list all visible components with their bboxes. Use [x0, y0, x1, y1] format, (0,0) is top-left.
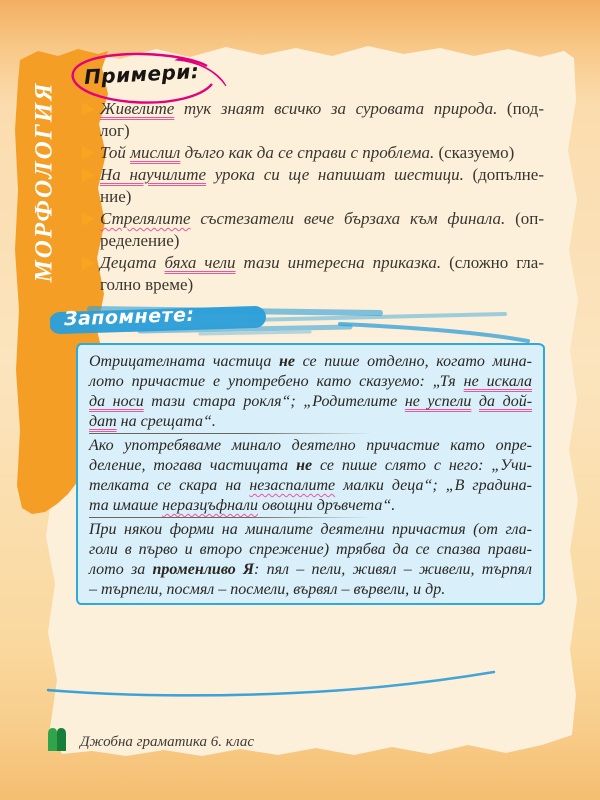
text-segment: Отрицателната частица: [89, 353, 280, 370]
examples-list: [100, 98, 544, 296]
text-segment: се пише слято с него: „Учи-: [312, 457, 533, 474]
text-segment: На научилите: [100, 165, 207, 184]
remember-line: [89, 496, 532, 516]
text-segment: Стрелялите: [100, 209, 191, 228]
text-segment: не успели: [404, 393, 472, 410]
section-label: МОРФОЛОГИЯ: [30, 81, 58, 283]
text-segment: : пял – пели, живял – живели, търпял: [254, 561, 533, 578]
text-segment: овощни дръвчета“.: [258, 497, 396, 514]
example-item: [100, 164, 544, 208]
pencil-line-icon: [38, 660, 503, 704]
text-segment: лог): [100, 121, 130, 140]
text-segment: тази стара рокля“; „Родителите: [143, 393, 405, 410]
example-line: [100, 98, 544, 120]
remember-box: [76, 343, 545, 605]
remember-line: [89, 352, 532, 372]
example-item: [100, 252, 544, 296]
text-segment: телката се скара на: [89, 477, 250, 494]
text-segment: тук знаят всичко за суровата природа.: [174, 99, 507, 118]
text-segment: (оп-: [515, 209, 544, 228]
text-segment: [471, 393, 479, 410]
example-line: [100, 120, 544, 142]
page-footer: [44, 726, 254, 752]
text-segment: – търпели, посмял – посмели, вървял – вървели, и др.: [89, 581, 446, 598]
text-segment: голно време): [100, 275, 194, 294]
example-line: [100, 274, 544, 296]
bullet-triangle-icon: [82, 102, 95, 116]
text-segment: (сказуемо): [438, 143, 515, 162]
text-segment: дълго как да се справи с проблема.: [180, 143, 439, 162]
example-item: [100, 142, 544, 164]
remember-heading: Запомнете:: [63, 303, 195, 331]
text-segment: Децата: [100, 253, 165, 272]
text-segment: на срещата“.: [116, 413, 216, 430]
text-segment: лото причастие е употребено като сказуемо: „Тя: [89, 373, 464, 390]
example-line: [100, 142, 544, 164]
remember-line: [89, 392, 532, 412]
text-segment: се пише отделно, когато мина-: [295, 353, 533, 370]
text-segment: дат: [89, 413, 117, 430]
text-segment: състезатели вече бързаха към финала.: [190, 209, 516, 228]
bullet-triangle-icon: [82, 256, 95, 270]
text-segment: При някои форми на миналите деятелни причастия (от гла-: [89, 521, 532, 538]
text-segment: Ако употребяваме минало деятелно причастие като опре-: [89, 437, 532, 454]
text-segment: тази интересна приказка.: [235, 253, 450, 272]
remember-line: [89, 580, 532, 600]
text-segment: не искала: [463, 373, 532, 390]
remember-line: [89, 540, 532, 560]
text-segment: урока си ще напишат шестици.: [206, 165, 473, 184]
remember-line: [89, 560, 532, 580]
text-segment: бяха чели: [164, 253, 236, 272]
remember-paragraph: [89, 436, 532, 516]
example-line: [100, 186, 544, 208]
text-segment: голи в първо и второ спрежение) трябва да се спазва прави-: [89, 541, 532, 558]
publisher-logo-icon: [44, 726, 70, 752]
text-segment: ределение): [100, 231, 180, 250]
text-segment: ние): [100, 187, 132, 206]
text-segment: променливо Я: [152, 561, 255, 578]
book-title: Джобна граматика 6. клас: [80, 733, 255, 750]
examples-heading: Примери:: [83, 58, 200, 90]
example-line: [100, 208, 544, 230]
remember-paragraph: [89, 520, 532, 600]
paragraph-divider: [89, 433, 373, 434]
text-segment: лото за: [89, 561, 153, 578]
text-segment: не: [296, 457, 313, 474]
bullet-triangle-icon: [82, 168, 95, 182]
example-line: [100, 230, 544, 252]
paragraph-divider: [89, 517, 373, 518]
remember-line: [89, 456, 532, 476]
remember-line: [89, 412, 532, 432]
text-segment: Той: [100, 143, 131, 162]
text-segment: та имаше: [89, 497, 163, 514]
text-segment: незаспалите: [249, 477, 336, 494]
text-segment: малки деца“; „В градина-: [335, 477, 532, 494]
example-line: [100, 164, 544, 186]
text-segment: (сложно гла-: [449, 253, 544, 272]
remember-line: [89, 476, 532, 496]
text-segment: неразцъфнали: [162, 497, 258, 514]
text-segment: (под-: [506, 99, 544, 118]
text-segment: не: [279, 353, 295, 370]
bullet-triangle-icon: [82, 146, 95, 160]
example-item: [100, 98, 544, 142]
text-segment: Живелите: [100, 99, 175, 118]
remember-line: [89, 436, 532, 456]
text-segment: мислил: [130, 143, 181, 162]
text-segment: да дой-: [478, 393, 533, 410]
text-segment: да носи: [89, 393, 144, 410]
remember-line: [89, 520, 532, 540]
bullet-triangle-icon: [82, 212, 95, 226]
remember-line: [89, 372, 532, 392]
remember-paragraph: [89, 352, 532, 432]
text-segment: (допълне-: [472, 165, 544, 184]
text-segment: деление, тогава частицата: [89, 457, 297, 474]
example-item: [100, 208, 544, 252]
example-line: [100, 252, 544, 274]
